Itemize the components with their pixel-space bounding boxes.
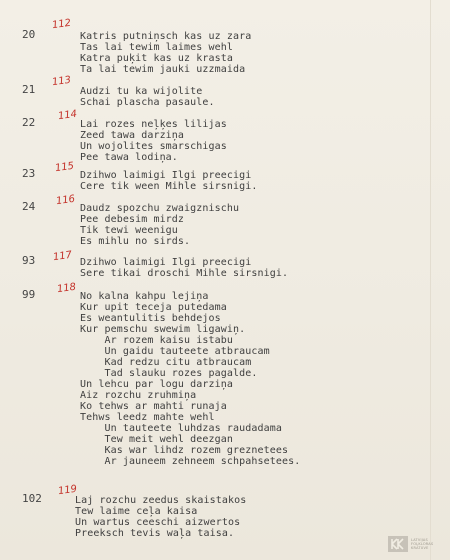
verse-line: Tehws leedz mahte wehl	[80, 412, 215, 423]
verse-line: Kas war lihdz rozem greznetees	[80, 445, 289, 456]
verse-line: Pee tawa lodiņa.	[80, 152, 178, 163]
entry-number: 20	[22, 28, 36, 41]
verse-line: Lai rozes neļķes lilijas	[80, 119, 227, 130]
handwritten-mark: 119	[57, 483, 78, 498]
verse-line: Ar jauneem zehneem schpahsetees.	[80, 456, 301, 467]
verse-line: Aiz rozchu zruhmiņa	[80, 390, 197, 401]
verse-line: Un lehcu par logu darziņa	[80, 379, 234, 390]
entry-number: 23	[22, 167, 36, 180]
verse-line: Katris putniņsch kas uz zara	[80, 31, 252, 42]
verse-line: Dzihwo laimigi Ilgi preecigi	[80, 170, 252, 181]
handwritten-mark: 114	[57, 108, 78, 123]
verse-line: Tew meit wehl deezgan	[80, 434, 234, 445]
verse-line: Un gaidu tauteete atbraucam	[80, 346, 270, 357]
entry-number: 21	[22, 83, 36, 96]
verse-line: Laj rozchu zeedus skaistakos	[75, 495, 247, 506]
verse-line: Audzi tu ka wijolite	[80, 86, 203, 97]
verse-line: Tik tewi weenigu	[80, 225, 178, 236]
verse-line: Preeksch tevis waļa taisa.	[75, 528, 235, 539]
archive-logo-icon	[388, 536, 408, 552]
verse-line: Kur upit teceja putedama	[80, 302, 227, 313]
verse-line: Es weantulitis behdejos	[80, 313, 221, 324]
handwritten-mark: 115	[54, 160, 75, 175]
handwritten-mark: 117	[52, 249, 73, 264]
verse-line: Un wojolites smarschigas	[80, 141, 227, 152]
verse-line: Kad redzu citu atbraucam	[80, 357, 252, 368]
handwritten-mark: 116	[55, 193, 76, 208]
verse-line: Kur pemschu swewim ligawiņ.	[80, 324, 246, 335]
verse-line: Un wartus ceeschi aizwertos	[75, 517, 241, 528]
entry-number: 24	[22, 200, 36, 213]
verse-line: No kalna kahpu lejiņa	[80, 291, 209, 302]
verse-line: Tad slauku rozes pagalde.	[80, 368, 258, 379]
entry-number: 99	[22, 288, 36, 301]
page-fold-line	[430, 0, 431, 560]
verse-line: Ta lai tewim jauki uzzmaida	[80, 64, 246, 75]
verse-line: Dzihwo laimigi Ilgi preecigi	[80, 257, 252, 268]
verse-line: Sere tikai droschi Mihle sirsnigi.	[80, 268, 289, 279]
verse-line: Schai plascha pasaule.	[80, 97, 215, 108]
archive-logo-text: LATVIJAS FOLKLORAS KRĀTUVE	[411, 538, 434, 550]
entry-number: 93	[22, 254, 36, 267]
archive-logo	[388, 534, 446, 554]
handwritten-mark: 113	[51, 74, 72, 89]
verse-line: Zeed tawa darziņa	[80, 130, 185, 141]
entry-number: 102	[22, 492, 42, 505]
verse-line: Tew laime ceļa kaisa	[75, 506, 198, 517]
verse-line: Un tauteete luhdzas raudadama	[80, 423, 282, 434]
entry-number: 22	[22, 116, 36, 129]
verse-line: Pee debesim mirdz	[80, 214, 185, 225]
handwritten-mark: 118	[56, 281, 77, 296]
verse-line: Cere tik ween Mihle sirsnigi.	[80, 181, 258, 192]
verse-line: Tas lai tewim laimes wehl	[80, 42, 234, 53]
handwritten-mark: 112	[51, 17, 72, 32]
verse-line: Katra puķit kas uz krasta	[80, 53, 234, 64]
verse-line: Es mihlu no sirds.	[80, 236, 191, 247]
verse-line: Ar rozem kaisu istabu	[80, 335, 234, 346]
verse-line: Ko tehws ar mahti runaja	[80, 401, 227, 412]
verse-line: Daudz spozchu zwaigznischu	[80, 203, 240, 214]
